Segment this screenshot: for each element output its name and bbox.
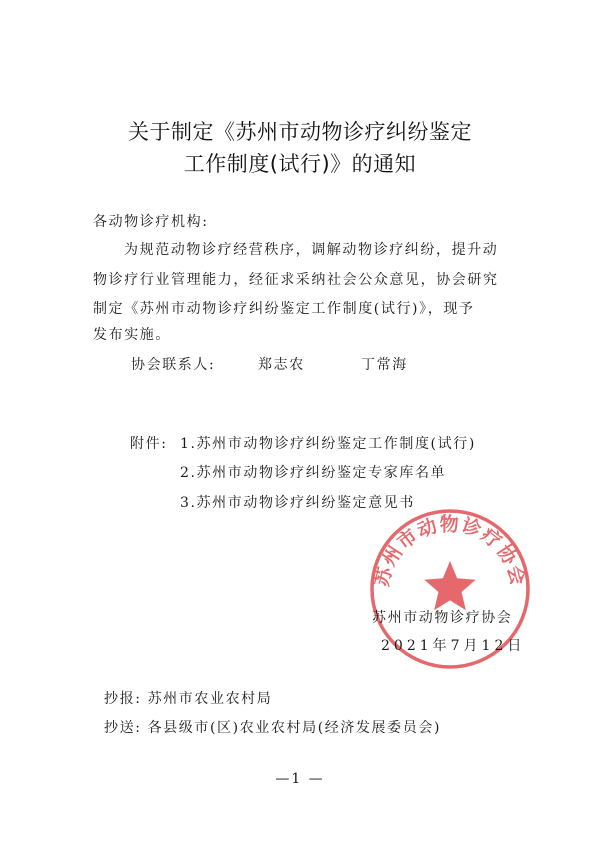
attachment-item: 3.苏州市动物诊疗纠纷鉴定意见书 xyxy=(180,495,415,511)
contact-label: 协会联系人: xyxy=(131,357,216,373)
body-paragraph-line: 制定《苏州市动物诊疗纠纷鉴定工作制度(试行)》，现予 xyxy=(93,301,475,317)
contact-person: 丁常海 xyxy=(361,357,408,373)
star-icon xyxy=(424,561,475,610)
body-paragraph-line: 发布实施。 xyxy=(93,327,171,343)
seal-text: 苏州市动物诊疗协会 xyxy=(370,513,530,589)
body-paragraph-line: 为规范动物诊疗经营秩序，调解动物诊疗纠纷，提升动 xyxy=(124,242,499,258)
issue-date: 2021年7月12日 xyxy=(381,638,526,654)
contact-person: 郑志农 xyxy=(258,357,305,373)
document-title-line-2: 工作制度(试行)》的通知 xyxy=(183,152,417,176)
salutation: 各动物诊疗机构: xyxy=(93,214,209,230)
body-paragraph-line: 物诊疗行业管理能力，经征求采纳社会公众意见，协会研究 xyxy=(93,272,499,288)
attachment-item: 2.苏州市动物诊疗纠纷鉴定专家库名单 xyxy=(180,465,447,481)
report-to-line: 抄报: 苏州市农业农村局 xyxy=(104,691,273,707)
issuer-name: 苏州市动物诊疗协会 xyxy=(372,610,513,626)
document-title-line-1: 关于制定《苏州市动物诊疗纠纷鉴定 xyxy=(128,120,472,144)
page-number: —1 — xyxy=(275,771,325,787)
attachments-label: 附件: xyxy=(130,436,168,452)
copy-to-line: 抄送: 各县级市(区)农业农村局(经济发展委员会) xyxy=(104,720,442,736)
attachment-item: 1.苏州市动物诊疗纠纷鉴定工作制度(试行) xyxy=(180,436,476,452)
